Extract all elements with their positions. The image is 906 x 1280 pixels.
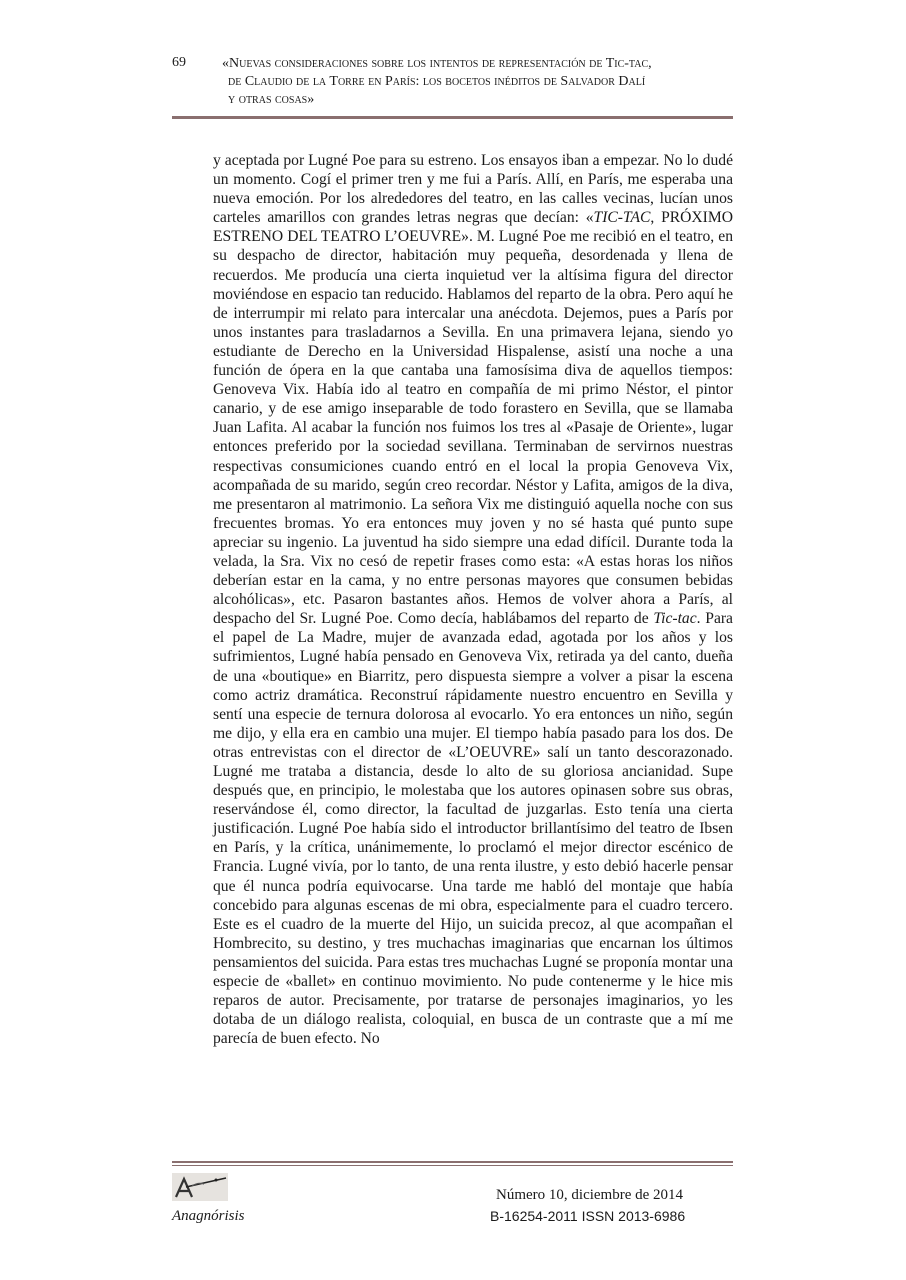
page-number: 69 [172, 55, 186, 70]
running-head [222, 55, 742, 109]
running-head-line-2: de Claudio de la Torre en París: los bocetos inéditos de Salvador Dalí [228, 74, 646, 89]
footer-divider-thin [172, 1165, 733, 1166]
issue-info: Número 10, diciembre de 2014 [496, 1187, 684, 1203]
anagnorisis-logo-icon [172, 1173, 228, 1201]
footer-divider [172, 1161, 733, 1163]
text-run: , PRÓXIMO ESTRENO DEL TEATRO L’OEUVRE». M. Lugné Poe me recibió en el teatro, en su despacho de director, habitación muy pequeña, desordenada y llena de recuerdos. Me producía una cierta inquietud ver la altísima figura del director moviéndose en espacio tan reducido. Hablamos del reparto de la obra. Pero aquí he de interrumpir mi relato para intercalar una anécdota. Dejemos, pues a París por unos instantes para trasladarnos a Sevilla. En una primavera lejana, siendo yo estudiante de Derecho en la Universidad Hispalense, asistí una noche a una función de ópera en la que cantaba una famosísima diva de aquellos tiempos: Genoveva Vix. Había ido al teatro en compañía de mi primo Néstor, el pintor canario, y de ese amigo inseparable de todo forastero en Sevilla, que se llamaba Juan Lafita. Al acabar la función nos fuimos los tres al «Pasaje de Oriente», lugar entonces preferido por la sociedad sevillana. Terminaban de servirnos nuestras respectivas consumiciones cuando entró en el local la propia Genoveva Vix, acompañada de su marido, según creo recordar. Néstor y Lafita, amigos de la diva, me presentaron al matrimonio. La señora Vix me distinguió aquella noche con sus frecuentes bromas. Yo era entonces muy joven y no sé hasta qué punto supe apreciar su ingenio. La juventud ha sido siempre una edad difícil. Durante toda la velada, la Sra. Vix no cesó de repetir frases como esta: «A estas horas los niños deberían estar en la cama, y no entre personas mayores que consumen bebidas alcohólicas», etc. Pasaron bastantes años. Hemos de volver ahora a París, al despacho del Sr. Lugné Poe. Como decía, hablábamos del reparto de [213, 209, 733, 628]
text-run: y aceptada por Lugné Poe para su estreno. Los ensayos iban a empezar. No lo dudé un momento. Cogí el primer tren y me fui a París. Allí, en París, me esperaba una nueva emoción. Por los alrededores del teatro, en las calles vecinas, lucían unos carteles amarillos con grandes letras negras que decían: « [213, 152, 733, 227]
journal-name: Anagnórisis [172, 1208, 245, 1224]
header-divider [172, 116, 733, 119]
body-text [213, 151, 733, 1048]
play-title-italic: Tic-tac [653, 610, 697, 628]
play-title-italic: TIC-TAC [593, 209, 651, 227]
paragraph [213, 151, 733, 1048]
running-head-line-1: «Nuevas consideraciones sobre los intentos de representación de Tic-tac, [222, 56, 652, 71]
text-run: . Para el papel de La Madre, mujer de avanzada edad, agotada por los años y los sufrimientos, Lugné había pensado en Genoveva Vix, retirada ya del canto, dueña de una «boutique» en Biarritz, pero dispuesta siempre a volver a pisar la escena como actriz dramática. Reconstruí rápidamente nuestro encuentro en Sevilla y sentí una especie de ternura dolorosa al evocarlo. Yo era entonces un niño, según me dijo, y ella era en cambio una mujer. El tiempo había pasado para los dos. De otras entrevistas con el director de «L’OEUVRE» salí un tanto descorazonado. Lugné me trataba a distancia, desde lo alto de su gloriosa ancianidad. Supe después que, en principio, le molestaba que los autores opinasen sobre sus obras, reservándose él, como director, la facultad de juzgarlas. Esto tenía una cierta justificación. Lugné Poe había sido el introductor brillantísimo del teatro de Ibsen en París, y la crítica, unánimemente, lo proclamó el mejor director escénico de Francia. Lugné vivía, por lo tanto, de una renta ilustre, y esto debió hacerle pensar que él nunca podría equivocarse. Una tarde me habló del montaje que había concebido para algunas escenas de mi obra, especialmente para el cuadro tercero. Este es el cuadro de la muerte del Hijo, un suicida precoz, al que acompañan el Hombrecito, su destino, y tres muchachas imaginarias que encarnan los últimos pensamientos del suicida. Para estas tres muchachas Lugné se proponía montar una especie de «ballet» en continuo movimiento. No pude contenerme y le hice mis reparos de autor. Precisamente, por tratarse de personajes imaginarios, yo les dotaba de un diálogo realista, coloquial, en busca de un contraste que a mí me parecía de buen efecto. No [213, 610, 733, 1048]
running-head-line-3: y otras cosas» [228, 92, 315, 107]
issn-info: B-16254-2011 ISSN 2013-6986 [490, 1208, 686, 1224]
